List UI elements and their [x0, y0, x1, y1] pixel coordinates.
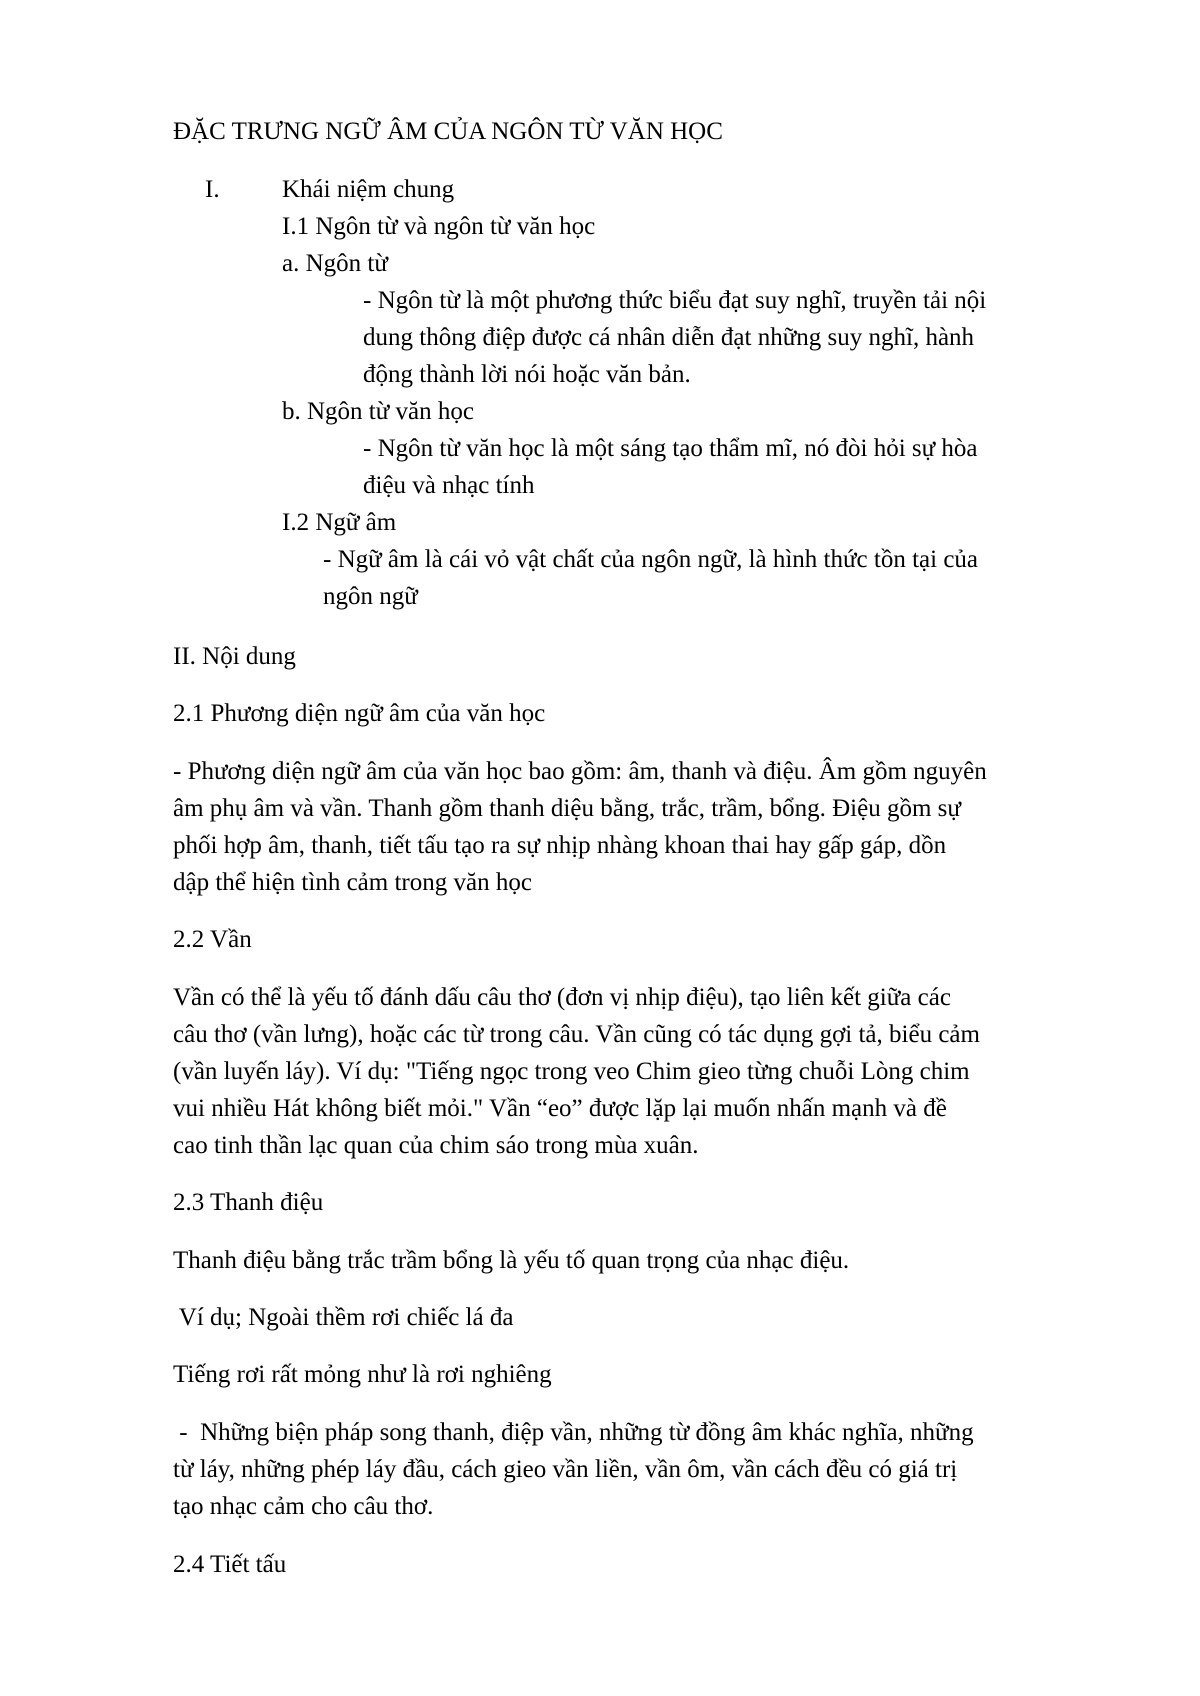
item-a-line: dung thông điệp được cá nhân diễn đạt những suy nghĩ, hành	[363, 324, 975, 351]
paragraph-line: tạo nhạc cảm cho câu thơ.	[173, 1493, 434, 1520]
section-2-heading: II. Nội dung	[173, 643, 296, 670]
subsection-1-2-line: - Ngữ âm là cái vỏ vật chất của ngôn ngữ, là hình thức tồn tại của	[323, 546, 979, 573]
subsection-2-1-heading: 2.1 Phương diện ngữ âm của văn học	[173, 700, 546, 727]
subsection-2-2-heading: 2.2 Vần	[173, 926, 252, 953]
item-b-heading: b. Ngôn từ văn học	[282, 398, 474, 425]
paragraph-line: câu thơ (vần lưng), hoặc các từ trong câu. Vần cũng có tác dụng gợi tả, biểu cảm	[173, 1021, 980, 1048]
paragraph-line: - Phương diện ngữ âm của văn học bao gồm: âm, thanh và điệu. Âm gồm nguyên	[173, 758, 987, 785]
subsection-2-4-heading: 2.4 Tiết tấu	[173, 1551, 287, 1578]
example-line: Tiếng rơi rất mỏng như là rơi nghiêng	[173, 1361, 552, 1388]
paragraph-line: Vần có thể là yếu tố đánh dấu câu thơ (đơn vị nhịp điệu), tạo liên kết giữa các	[173, 984, 951, 1011]
paragraph-line: dập thể hiện tình cảm trong văn học	[173, 869, 532, 896]
section-1-heading: Khái niệm chung	[282, 176, 455, 203]
item-a-line: động thành lời nói hoặc văn bản.	[363, 361, 691, 388]
item-b-line: điệu và nhạc tính	[363, 472, 535, 499]
subsection-1-2-line: ngôn ngữ	[323, 583, 418, 610]
subsection-1-2-heading: I.2 Ngữ âm	[282, 509, 397, 536]
paragraph-line: (vần luyến láy). Ví dụ: "Tiếng ngọc trong veo Chim gieo từng chuỗi Lòng chim	[173, 1058, 970, 1085]
paragraph-line: - Những biện pháp song thanh, điệp vần, những từ đồng âm khác nghĩa, những	[173, 1419, 974, 1446]
paragraph-line: âm phụ âm và vần. Thanh gồm thanh diệu bằng, trắc, trầm, bổng. Điệu gồm sự	[173, 795, 961, 822]
example-line: Ví dụ; Ngoài thềm rơi chiếc lá đa	[173, 1304, 514, 1331]
paragraph-line: phối hợp âm, thanh, tiết tấu tạo ra sự nhịp nhàng khoan thai hay gấp gáp, dồn	[173, 832, 947, 859]
paragraph-line: từ láy, những phép láy đầu, cách gieo vần liền, vần ôm, vần cách đều có giá trị	[173, 1456, 958, 1483]
item-a-heading: a. Ngôn từ	[282, 250, 388, 277]
item-a-line: - Ngôn từ là một phương thức biểu đạt suy nghĩ, truyền tải nội	[363, 287, 987, 314]
paragraph-line: Thanh điệu bằng trắc trầm bổng là yếu tố quan trọng của nhạc điệu.	[173, 1247, 850, 1274]
paragraph-line: vui nhiều Hát không biết mỏi." Vần “eo” được lặp lại muốn nhấn mạnh và đề	[173, 1095, 947, 1122]
paragraph-line: cao tinh thần lạc quan của chim sáo trong mùa xuân.	[173, 1132, 699, 1159]
document-title: ĐẶC TRƯNG NGỮ ÂM CỦA NGÔN TỪ VĂN HỌC	[173, 118, 723, 145]
item-b-line: - Ngôn từ văn học là một sáng tạo thẩm mĩ, nó đòi hỏi sự hòa	[363, 435, 978, 462]
subsection-2-3-heading: 2.3 Thanh điệu	[173, 1189, 324, 1216]
section-1-number: I.	[205, 176, 220, 203]
subsection-1-1-heading: I.1 Ngôn từ và ngôn từ văn học	[282, 213, 596, 240]
